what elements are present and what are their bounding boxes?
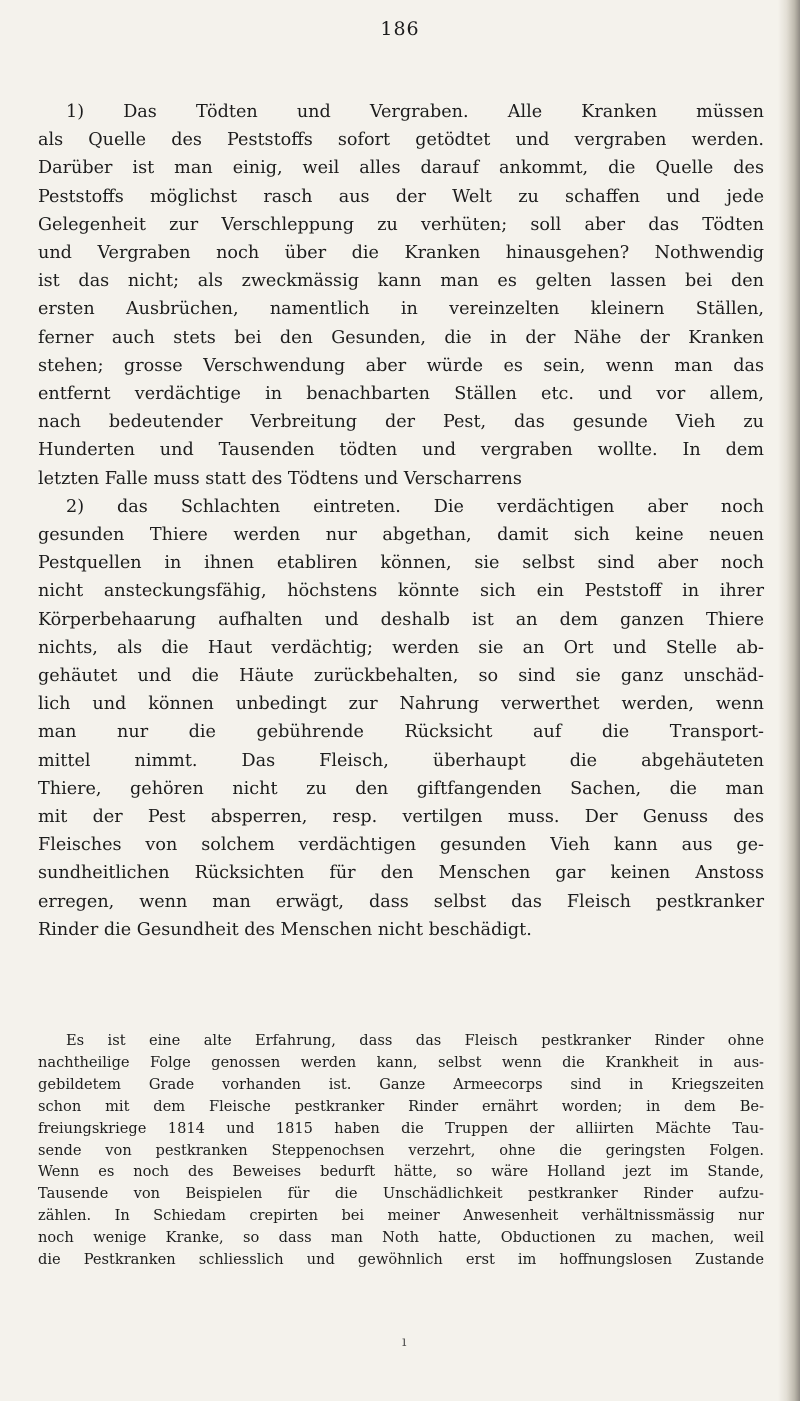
text-line: Körperbehaarung aufhalten und deshalb ist an dem ganzen Thiere: [38, 609, 764, 630]
footnote-line: sende von pestkranken Steppenochsen verzehrt, ohne die geringsten Folgen.: [38, 1141, 764, 1159]
footnote-line: freiungskriege 1814 und 1815 haben die Truppen der alliirten Mächte Tau-: [38, 1119, 764, 1137]
text-line: Gelegenheit zur Verschleppung zu verhüten; soll aber das Tödten: [38, 214, 764, 235]
text-line: Rinder die Gesundheit des Menschen nicht beschädigt.: [38, 919, 532, 940]
page-edge-shadow: [778, 0, 800, 1401]
text-line: Darüber ist man einig, weil alles darauf ankommt, die Quelle des: [38, 158, 764, 179]
footnote-line: noch wenige Kranke, so dass man Noth hatte, Obductionen zu machen, weil: [38, 1229, 764, 1247]
footnote-line: gebildetem Grade vorhanden ist. Ganze Armeecorps sind in Kriegszeiten: [38, 1075, 764, 1093]
text-line: Thiere, gehören nicht zu den giftfangenden Sachen, die man: [38, 778, 764, 799]
text-line: nicht ansteckungsfähig, höchstens könnte sich ein Peststoff in ihrer: [38, 581, 764, 602]
text-line: gesunden Thiere werden nur abgethan, damit sich keine neuen: [38, 525, 764, 546]
text-line: sundheitlichen Rücksichten für den Menschen gar keinen Anstoss: [38, 863, 764, 884]
main-text: [38, 98, 764, 944]
text-line: mittel nimmt. Das Fleisch, überhaupt die abgehäuteten: [38, 750, 764, 771]
page-number: 186: [380, 18, 420, 40]
footnote-line: Es ist eine alte Erfahrung, dass das Fleisch pestkranker Rinder ohne: [66, 1032, 764, 1049]
text-line: letzten Falle muss statt des Tödtens und Verscharrens: [38, 468, 522, 489]
text-line: Fleisches von solchem verdächtigen gesunden Vieh kann aus ge-: [38, 835, 764, 856]
text-line: nichts, als die Haut verdächtig; werden sie an Ort und Stelle ab-: [38, 637, 764, 658]
footnote-line: Tausende von Beispielen für die Unschädlichkeit pestkranker Rinder aufzu-: [38, 1185, 764, 1203]
footnote: [38, 1030, 764, 1271]
text-line: Peststoffs möglichst rasch aus der Welt zu schaffen und jede: [38, 186, 764, 207]
footnote-line: Wenn es noch des Beweises bedurft hätte, so wäre Holland jezt im Stande,: [38, 1163, 764, 1181]
text-line: 1) Das Tödten und Vergraben. Alle Kranken müssen: [66, 102, 764, 122]
text-line: ferner auch stets bei den Gesunden, die in der Nähe der Kranken: [38, 327, 764, 348]
text-line: man nur die gebührende Rücksicht auf die Transport-: [38, 722, 764, 743]
text-line: lich und können unbedingt zur Nahrung verwerthet werden, wenn: [38, 694, 764, 715]
stray-mark: ı: [402, 1334, 407, 1350]
text-line: 2) das Schlachten eintreten. Die verdächtigen aber noch: [66, 496, 764, 517]
text-line: Hunderten und Tausenden tödten und vergraben wollte. In dem: [38, 440, 764, 461]
footnote-line: zählen. In Schiedam crepirten bei meiner Anwesenheit verhältnissmässig nur: [38, 1207, 764, 1225]
text-line: Pestquellen in ihnen etabliren können, sie selbst sind aber noch: [38, 553, 764, 574]
text-line: ist das nicht; als zweckmässig kann man es gelten lassen bei den: [38, 271, 764, 292]
footnote-line: nachtheilige Folge genossen werden kann, selbst wenn die Krankheit in aus-: [38, 1053, 764, 1071]
footnote-line: die Pestkranken schliesslich und gewöhnlich erst im hoffnungslosen Zustande: [38, 1251, 764, 1269]
text-line: entfernt verdächtige in benachbarten Ställen etc. und vor allem,: [38, 384, 764, 405]
text-line: stehen; grosse Verschwendung aber würde es sein, wenn man das: [38, 355, 764, 376]
text-line: und Vergraben noch über die Kranken hinausgehen? Nothwendig: [38, 243, 764, 264]
text-line: als Quelle des Peststoffs sofort getödtet und vergraben werden.: [38, 130, 764, 151]
text-line: ersten Ausbrüchen, namentlich in vereinzelten kleinern Ställen,: [38, 299, 764, 320]
text-line: nach bedeutender Verbreitung der Pest, das gesunde Vieh zu: [38, 412, 764, 433]
text-line: erregen, wenn man erwägt, dass selbst das Fleisch pestkranker: [38, 891, 764, 912]
text-line: mit der Pest absperren, resp. vertilgen muss. Der Genuss des: [38, 807, 764, 828]
text-line: gehäutet und die Häute zurückbehalten, so sind sie ganz unschäd-: [38, 666, 764, 687]
footnote-line: schon mit dem Fleische pestkranker Rinder ernährt worden; in dem Be-: [38, 1097, 764, 1115]
